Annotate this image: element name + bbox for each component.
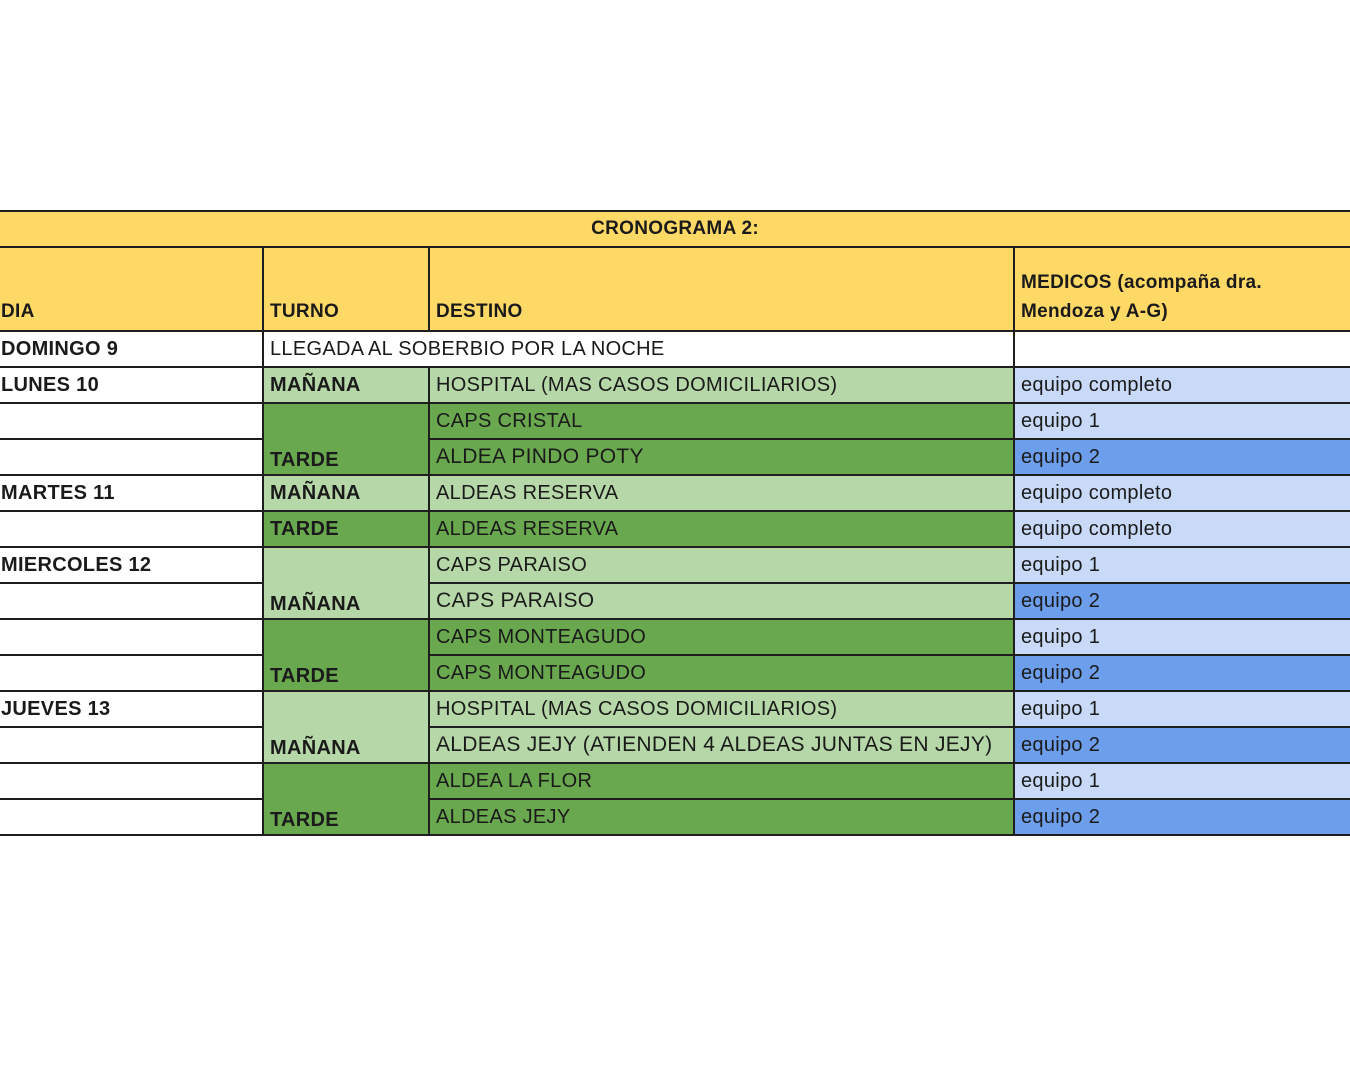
cell-destino: LLEGADA AL SOBERBIO POR LA NOCHE — [263, 331, 1014, 367]
table-row — [0, 511, 1350, 547]
table-row — [0, 655, 1350, 691]
cell-destino: HOSPITAL (MAS CASOS DOMICILIARIOS) — [429, 691, 1014, 727]
table-row — [0, 331, 1350, 367]
header-destino: DESTINO — [429, 247, 1014, 331]
cell-medicos: equipo 2 — [1014, 799, 1350, 835]
cell-turno: MAÑANA — [263, 691, 429, 763]
cell-medicos: equipo 1 — [1014, 403, 1350, 439]
cell-turno: TARDE — [263, 763, 429, 835]
cell-turno: MAÑANA — [263, 367, 429, 403]
cell-destino: CAPS CRISTAL — [429, 403, 1014, 439]
cell-dia — [0, 439, 263, 475]
cell-dia — [0, 655, 263, 691]
cell-dia: MIERCOLES 12 — [0, 547, 263, 583]
cell-dia: DOMINGO 9 — [0, 331, 263, 367]
table-row — [0, 439, 1350, 475]
table-row — [0, 475, 1350, 511]
table-row — [0, 763, 1350, 799]
cell-turno: MAÑANA — [263, 475, 429, 511]
cell-destino: ALDEA LA FLOR — [429, 763, 1014, 799]
cell-dia — [0, 511, 263, 547]
cell-medicos: equipo completo — [1014, 511, 1350, 547]
cell-dia — [0, 799, 263, 835]
cell-dia — [0, 727, 263, 763]
schedule-table — [0, 210, 1350, 836]
cell-destino: ALDEAS RESERVA — [429, 511, 1014, 547]
cell-destino: CAPS PARAISO — [429, 583, 1014, 619]
cell-turno: MAÑANA — [263, 547, 429, 619]
cell-destino: ALDEAS JEJY (ATIENDEN 4 ALDEAS JUNTAS EN JEJY) — [429, 727, 1014, 763]
cell-medicos: equipo completo — [1014, 367, 1350, 403]
table-row — [0, 583, 1350, 619]
table-row — [0, 367, 1350, 403]
cell-dia — [0, 403, 263, 439]
cell-medicos: equipo 1 — [1014, 619, 1350, 655]
header-dia: DIA — [0, 247, 263, 331]
cell-medicos: equipo 2 — [1014, 655, 1350, 691]
header-turno: TURNO — [263, 247, 429, 331]
cell-dia: JUEVES 13 — [0, 691, 263, 727]
cell-destino: CAPS MONTEAGUDO — [429, 655, 1014, 691]
cell-dia — [0, 763, 263, 799]
cell-dia: MARTES 11 — [0, 475, 263, 511]
table-title: CRONOGRAMA 2: — [0, 211, 1350, 247]
cell-turno: TARDE — [263, 511, 429, 547]
table-row — [0, 799, 1350, 835]
table-row — [0, 547, 1350, 583]
table-row — [0, 403, 1350, 439]
cell-medicos: equipo completo — [1014, 475, 1350, 511]
table-row — [0, 727, 1350, 763]
cell-destino: ALDEA PINDO POTY — [429, 439, 1014, 475]
cell-destino: CAPS MONTEAGUDO — [429, 619, 1014, 655]
cell-medicos: equipo 1 — [1014, 547, 1350, 583]
cell-turno: TARDE — [263, 403, 429, 475]
cell-destino: ALDEAS RESERVA — [429, 475, 1014, 511]
title-row — [0, 211, 1350, 247]
cell-medicos: equipo 2 — [1014, 439, 1350, 475]
cell-destino: CAPS PARAISO — [429, 547, 1014, 583]
header-medicos — [1014, 247, 1350, 331]
cell-destino: HOSPITAL (MAS CASOS DOMICILIARIOS) — [429, 367, 1014, 403]
cell-dia: LUNES 10 — [0, 367, 263, 403]
cell-medicos: equipo 2 — [1014, 727, 1350, 763]
table-row — [0, 691, 1350, 727]
cell-dia — [0, 619, 263, 655]
schedule-sheet — [0, 210, 1350, 836]
cell-medicos: equipo 1 — [1014, 763, 1350, 799]
header-medicos-line1: MEDICOS (acompaña dra. — [1021, 272, 1262, 293]
cell-medicos: equipo 2 — [1014, 583, 1350, 619]
cell-dia — [0, 583, 263, 619]
cell-destino: ALDEAS JEJY — [429, 799, 1014, 835]
table-row — [0, 619, 1350, 655]
cell-turno: TARDE — [263, 619, 429, 691]
cell-medicos: equipo 1 — [1014, 691, 1350, 727]
header-row — [0, 247, 1350, 331]
cell-medicos — [1014, 331, 1350, 367]
header-medicos-line2: Mendoza y A-G) — [1021, 301, 1169, 322]
